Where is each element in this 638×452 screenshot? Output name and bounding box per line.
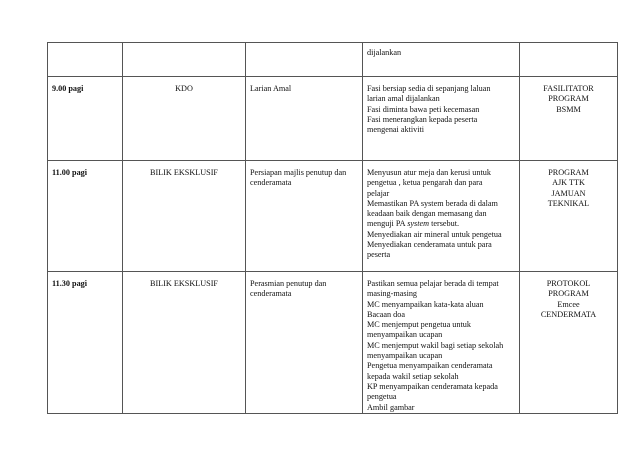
detail-line: menyampaikan ucapan xyxy=(367,330,443,340)
activity-cell: Larian Amal xyxy=(246,77,363,161)
detail-line: mengenai aktiviti xyxy=(367,125,425,135)
detail-text: tersebut. xyxy=(429,219,460,229)
detail-line: kepada wakil setiap sekolah xyxy=(367,371,459,381)
time-cell: 11.00 pagi xyxy=(48,161,123,272)
responsible-line: AJK TTK xyxy=(552,178,585,188)
detail-line xyxy=(367,219,515,229)
detail-line: dijalankan xyxy=(367,48,402,57)
activity-cell: Persiapan majlis penutup dan cenderamata xyxy=(246,161,363,272)
responsible-line: PROGRAM xyxy=(548,289,589,299)
details-cell xyxy=(363,77,520,161)
detail-line: Menyediakan cenderamata untuk para xyxy=(367,240,492,250)
responsible-cell xyxy=(520,43,618,77)
detail-line: Memastikan PA system berada di dalam xyxy=(367,198,498,208)
time-cell xyxy=(48,43,123,77)
location-cell xyxy=(123,43,246,77)
responsible-cell xyxy=(520,272,618,414)
activity-cell: Perasmian penutup dan cenderamata xyxy=(246,272,363,414)
responsible-line: FASILITATOR xyxy=(543,84,594,93)
details-cell xyxy=(363,43,520,77)
responsible-line: TEKNIKAL xyxy=(547,198,590,208)
responsible-line: Emcee xyxy=(557,299,580,309)
detail-line: masing-masing xyxy=(367,289,418,299)
detail-line: larian amal dijalankan xyxy=(367,94,440,104)
responsible-cell xyxy=(520,161,618,272)
detail-line: MC menjemput pengetua untuk xyxy=(367,320,471,330)
responsible-line: PROTOKOL xyxy=(546,279,591,288)
responsible-line: CENDERMATA xyxy=(540,309,597,319)
time-cell: 9.00 pagi xyxy=(48,77,123,161)
detail-line: Fasi bersiap sedia di sepanjang laluan xyxy=(367,84,491,93)
detail-line: pelajar xyxy=(367,188,390,198)
location-cell: BILIK EKSKLUSIF xyxy=(123,272,246,414)
detail-line: Fasi menerangkan kepada peserta xyxy=(367,114,478,124)
detail-line: KP menyampaikan cenderamata kepada xyxy=(367,381,498,391)
location-cell: KDO xyxy=(123,77,246,161)
detail-line: Menyusun atur meja dan kerusi untuk xyxy=(367,168,491,177)
detail-line: Pastikan semua pelajar berada di tempat xyxy=(367,279,499,288)
responsible-line: JAMUAN xyxy=(551,188,586,198)
detail-line: Pengetua menyampaikan cenderamata xyxy=(367,361,493,371)
detail-italic-word: system xyxy=(407,219,430,229)
table-row xyxy=(48,43,618,77)
detail-line: pengetua xyxy=(367,392,397,402)
detail-line: Bacaan doa xyxy=(367,309,405,319)
detail-line: menyampaikan ucapan xyxy=(367,351,443,361)
detail-line: keadaan baik dengan memasang dan xyxy=(367,209,487,219)
detail-line: pengetua , ketua pengarah dan para xyxy=(367,178,483,188)
table-row xyxy=(48,77,618,161)
detail-line: Fasi diminta bawa peti kecemasan xyxy=(367,104,480,114)
responsible-line: PROGRAM xyxy=(548,168,589,177)
detail-line: MC menyampaikan kata-kata aluan xyxy=(367,299,484,309)
detail-text: menguji PA xyxy=(367,219,408,229)
detail-line: Ambil gambar xyxy=(367,402,415,412)
detail-line: MC menjemput wakil bagi setiap sekolah xyxy=(367,340,504,350)
detail-line: Menyediakan air mineral untuk pengetua xyxy=(367,229,502,239)
details-cell xyxy=(363,272,520,414)
responsible-line: BSMM xyxy=(556,104,581,114)
time-cell: 11.30 pagi xyxy=(48,272,123,414)
responsible-cell xyxy=(520,77,618,161)
location-cell: BILIK EKSKLUSIF xyxy=(123,161,246,272)
activity-cell xyxy=(246,43,363,77)
detail-line: peserta xyxy=(367,250,391,260)
details-cell xyxy=(363,161,520,272)
table-row xyxy=(48,161,618,272)
table-row xyxy=(48,272,618,414)
responsible-line: PROGRAM xyxy=(548,94,589,104)
schedule-table xyxy=(47,42,618,414)
